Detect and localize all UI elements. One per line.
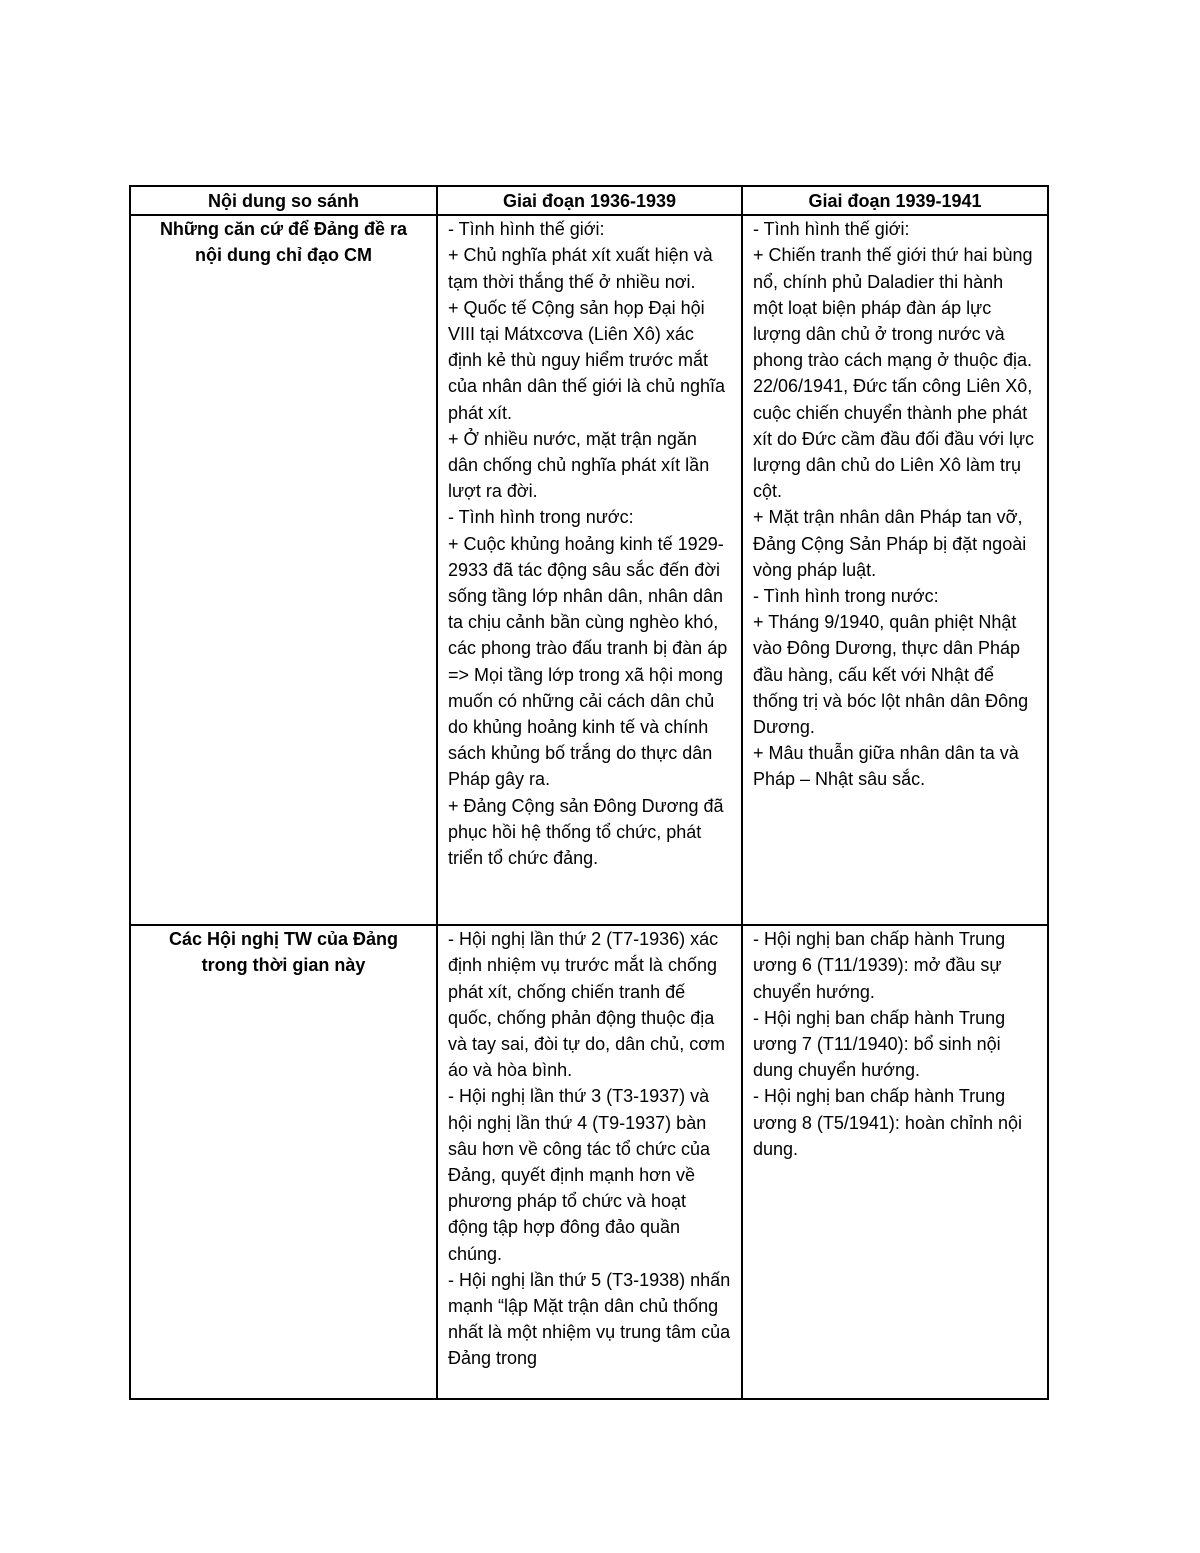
paragraph: - Tình hình thế giới: — [448, 219, 605, 240]
table-row — [130, 925, 1048, 1399]
paragraph: + Tháng 9/1940, quân phiệt Nhật vào Đông Dương, thực dân Pháp đầu hàng, cấu kết với Nhật để thống trị và bóc lột nhân dân Đông Dương. — [753, 612, 1029, 738]
paragraph: + Cuộc khủng hoảng kinh tế 1929-2933 đã tác động sâu sắc đến đời sống tầng lớp nhân dân, nhân dân ta chịu cảnh bần cùng nghèo khó, các phong trào đấu tranh bị đàn áp => Mọi tầng lớp trong xã hội mong muốn có những cải cách dân chủ do khủng hoảng kinh tế và chính sách khủng bố trắng do thực dân Pháp gây ra. — [448, 533, 728, 790]
cell-period-1936-1939 — [437, 925, 742, 1399]
paragraph: + Chủ nghĩa phát xít xuất hiện và tạm thời thắng thế ở nhiều nơi. — [448, 245, 713, 292]
table-row — [130, 215, 1048, 925]
paragraph: - Hội nghị lần thứ 5 (T3-1938) nhấn mạnh “lập Mặt trận dân chủ thống nhất là một nhiệm vụ trung tâm của Đảng trong — [448, 1269, 731, 1369]
cell-period-1939-1941 — [742, 925, 1048, 1399]
paragraph: - Tình hình thế giới: — [753, 219, 910, 240]
paragraph: + Chiến tranh thế giới thứ hai bùng nổ, chính phủ Daladier thi hành một loạt biện pháp đàn áp lực lượng dân chủ ở trong nước và phong trào cách mạng ở thuộc địa. 22/06/1941, Đức tấn công Liên Xô, cuộc chiến chuyển thành phe phát xít do Đức cầm đầu đối đầu với lực lượng dân chủ do Liên Xô làm trụ cột. — [753, 245, 1035, 502]
row-label: Những căn cứ để Đảng đề ra nội dung chỉ đạo CM — [130, 215, 437, 925]
paragraph: + Quốc tế Cộng sản họp Đại hội VIII tại Mátxcơva (Liên Xô) xác định kẻ thù nguy hiểm trước mắt của nhân dân thế giới là chủ nghĩa phát xít. — [448, 297, 726, 423]
paragraph: + Đảng Cộng sản Đông Dương đã phục hồi hệ thống tổ chức, phát triển tổ chức đảng. — [448, 795, 724, 869]
header-content: Nội dung so sánh — [130, 186, 437, 215]
header-period-1936-1939: Giai đoạn 1936-1939 — [437, 186, 742, 215]
paragraph: + Mâu thuẫn giữa nhân dân ta và Pháp – Nhật sâu sắc. — [753, 743, 1019, 790]
cell-period-1939-1941 — [742, 215, 1048, 925]
paragraph: - Hội nghị ban chấp hành Trung ương 8 (T5/1941): hoàn chỉnh nội dung. — [753, 1086, 1023, 1159]
paragraph: + Ở nhiều nước, mặt trận ngăn dân chống chủ nghĩa phát xít lần lượt ra đời. — [448, 428, 710, 502]
paragraph: - Hội nghị ban chấp hành Trung ương 7 (T11/1940): bổ sinh nội dung chuyển hướng. — [753, 1007, 1006, 1081]
paragraph: - Tình hình trong nước: — [448, 507, 634, 528]
paragraph: - Hội nghị lần thứ 2 (T7-1936) xác định nhiệm vụ trước mắt là chống phát xít, chống chiến tranh đế quốc, chống phản động thuộc địa và tay sai, đòi tự do, dân chủ, cơm áo và hòa bình. — [448, 929, 725, 1081]
header-period-1939-1941: Giai đoạn 1939-1941 — [742, 186, 1048, 215]
paragraph: - Hội nghị ban chấp hành Trung ương 6 (T11/1939): mở đầu sự chuyển hướng. — [753, 929, 1006, 1002]
comparison-table — [129, 185, 1049, 1400]
paragraph: - Hội nghị lần thứ 3 (T3-1937) và hội nghị lần thứ 4 (T9-1937) bàn sâu hơn về công tác tổ chức của Đảng, quyết định mạnh hơn về phương pháp tổ chức và hoạt động tập hợp đông đảo quần chúng. — [448, 1086, 711, 1264]
row-label: Các Hội nghị TW của Đảng trong thời gian này — [130, 925, 437, 1399]
table-header-row — [130, 186, 1048, 215]
paragraph: + Mặt trận nhân dân Pháp tan vỡ, Đảng Cộng Sản Pháp bị đặt ngoài vòng pháp luật. — [753, 507, 1027, 580]
paragraph: - Tình hình trong nước: — [753, 586, 939, 607]
cell-period-1936-1939 — [437, 215, 742, 925]
